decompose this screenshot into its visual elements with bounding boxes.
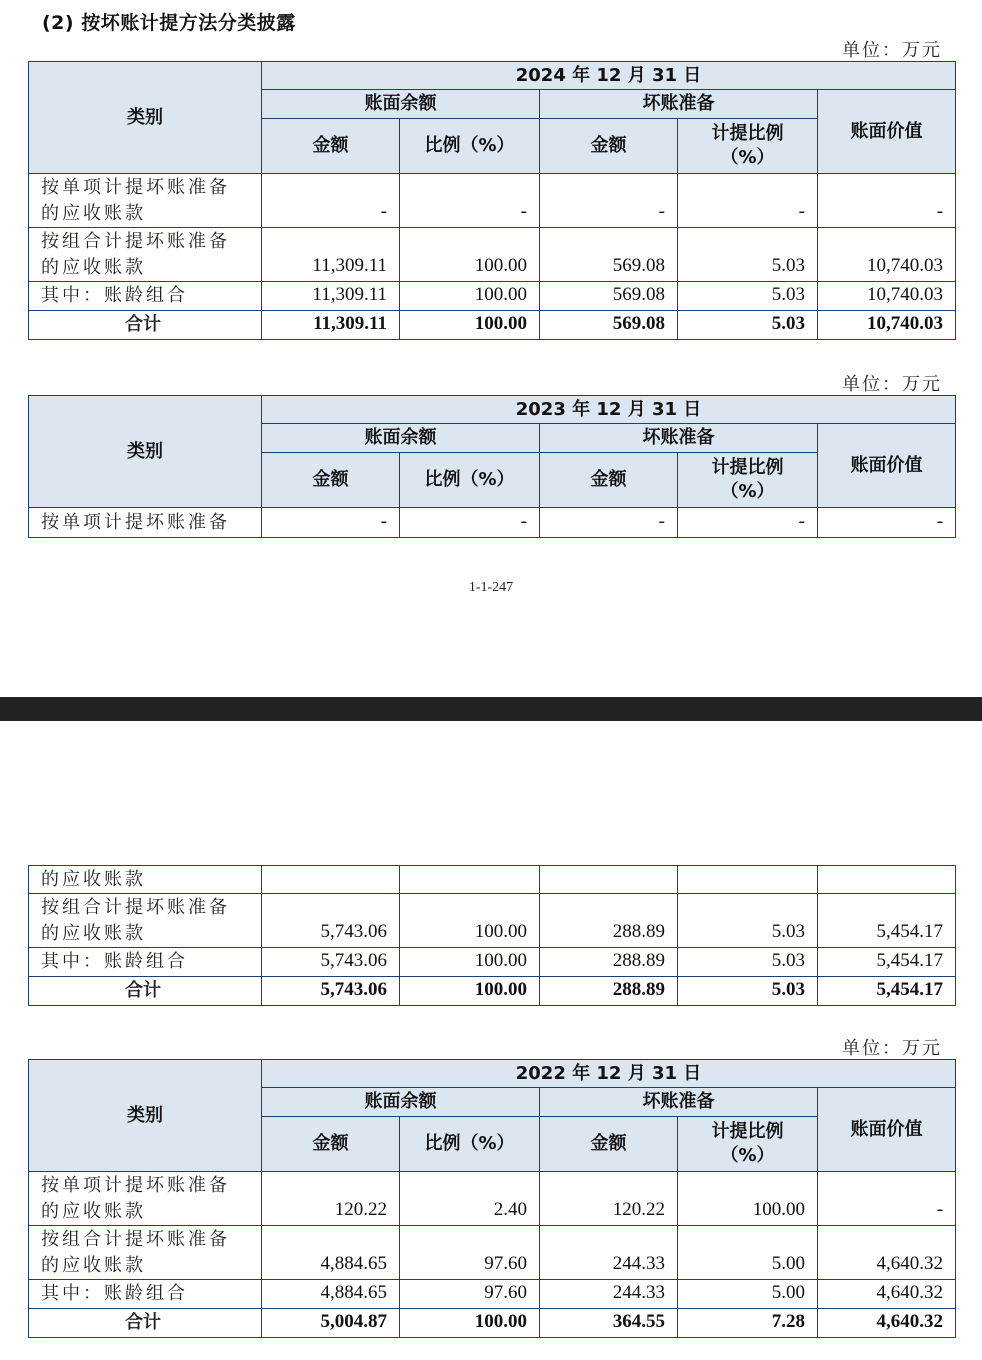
header-date: 2023 年 12 月 31 日 (262, 396, 956, 424)
header-bad-debt-provision: 坏账准备 (540, 424, 818, 453)
cell-amount: - (262, 174, 400, 228)
header-ratio: 比例（%） (400, 119, 540, 174)
cell-amount (262, 866, 400, 894)
header-date: 2022 年 12 月 31 日 (262, 1060, 956, 1088)
header-category: 类别 (29, 396, 262, 508)
table-2023-continued (28, 865, 956, 1006)
header-bad-debt-provision: 坏账准备 (540, 90, 818, 119)
cell-provision-ratio: - (678, 508, 818, 538)
row-category: 按单项计提坏账准备 的应收账款 (29, 174, 262, 228)
page-break-bar (0, 697, 982, 721)
header-amount: 金额 (262, 119, 400, 174)
cell-provision-amount: 244.33 (540, 1280, 678, 1309)
cell-provision-amount: 120.22 (540, 1172, 678, 1226)
row-category: 按单项计提坏账准备 的应收账款 (29, 1172, 262, 1226)
table-row (29, 508, 956, 538)
table-row (29, 866, 956, 894)
cell-book-value: 4,640.32 (818, 1226, 956, 1280)
cell-book-value: 4,640.32 (818, 1309, 956, 1338)
cell-book-value: 10,740.03 (818, 282, 956, 311)
cell-ratio (400, 866, 540, 894)
cell-provision-ratio: 5.00 (678, 1226, 818, 1280)
row-category: 其中：账龄组合 (29, 1280, 262, 1309)
cell-book-value: 5,454.17 (818, 977, 956, 1006)
cell-amount: 5,743.06 (262, 948, 400, 977)
header-provision-amount: 金额 (540, 1117, 678, 1172)
row-category: 其中：账龄组合 (29, 948, 262, 977)
cell-provision-ratio: 5.03 (678, 228, 818, 282)
cell-provision-ratio: 5.03 (678, 948, 818, 977)
header-book-balance: 账面余额 (262, 1088, 540, 1117)
cell-book-value: 4,640.32 (818, 1280, 956, 1309)
cell-provision-amount: 244.33 (540, 1226, 678, 1280)
header-provision-amount: 金额 (540, 119, 678, 174)
cell-ratio: - (400, 508, 540, 538)
cell-provision-amount: - (540, 508, 678, 538)
cell-ratio: 100.00 (400, 282, 540, 311)
table-row (29, 282, 956, 311)
cell-provision-amount: 364.55 (540, 1309, 678, 1338)
header-bad-debt-provision: 坏账准备 (540, 1088, 818, 1117)
total-row (29, 1309, 956, 1338)
cell-provision-amount: 288.89 (540, 977, 678, 1006)
row-category: 按组合计提坏账准备 的应收账款 (29, 894, 262, 948)
cell-amount: 4,884.65 (262, 1226, 400, 1280)
cell-amount: 4,884.65 (262, 1280, 400, 1309)
cell-provision-ratio (678, 866, 818, 894)
unit-label: 单位：万元 (842, 1038, 942, 1059)
header-provision-amount: 金额 (540, 453, 678, 508)
cell-amount: 5,743.06 (262, 977, 400, 1006)
cell-provision-amount (540, 866, 678, 894)
cell-book-value: - (818, 1172, 956, 1226)
cell-book-value: 5,454.17 (818, 948, 956, 977)
cell-ratio: 100.00 (400, 894, 540, 948)
header-ratio: 比例（%） (400, 453, 540, 508)
header-amount: 金额 (262, 1117, 400, 1172)
section-title: (2) 按坏账计提方法分类披露 (42, 12, 296, 34)
table-row (29, 1226, 956, 1280)
total-row (29, 977, 956, 1006)
cell-ratio: - (400, 174, 540, 228)
header-provision-ratio: 计提比例 （%） (678, 1117, 818, 1172)
cell-book-value: 10,740.03 (818, 311, 956, 340)
header-amount: 金额 (262, 453, 400, 508)
cell-provision-ratio: 7.28 (678, 1309, 818, 1338)
header-book-value: 账面价值 (818, 424, 956, 508)
table-2022 (28, 1059, 956, 1338)
page-number: 1-1-247 (468, 580, 514, 595)
header-book-balance: 账面余额 (262, 424, 540, 453)
cell-ratio: 97.60 (400, 1280, 540, 1309)
header-ratio: 比例（%） (400, 1117, 540, 1172)
cell-ratio: 2.40 (400, 1172, 540, 1226)
header-book-balance: 账面余额 (262, 90, 540, 119)
cell-provision-amount: 569.08 (540, 228, 678, 282)
cell-provision-ratio: 5.03 (678, 977, 818, 1006)
cell-provision-amount: 569.08 (540, 282, 678, 311)
header-book-value: 账面价值 (818, 1088, 956, 1172)
cell-ratio: 100.00 (400, 1309, 540, 1338)
cell-provision-amount: 288.89 (540, 894, 678, 948)
unit-label: 单位：万元 (842, 40, 942, 61)
cell-book-value (818, 866, 956, 894)
cell-amount: 11,309.11 (262, 282, 400, 311)
cell-provision-amount: 569.08 (540, 311, 678, 340)
table-row (29, 948, 956, 977)
unit-label: 单位：万元 (842, 374, 942, 395)
cell-book-value: - (818, 508, 956, 538)
cell-amount: 5,743.06 (262, 894, 400, 948)
total-row (29, 311, 956, 340)
row-category: 的应收账款 (29, 866, 262, 894)
table-row (29, 1280, 956, 1309)
header-provision-ratio: 计提比例 （%） (678, 119, 818, 174)
cell-provision-ratio: 5.03 (678, 311, 818, 340)
cell-ratio: 97.60 (400, 1226, 540, 1280)
cell-book-value: - (818, 174, 956, 228)
cell-provision-amount: - (540, 174, 678, 228)
table-row (29, 174, 956, 228)
cell-provision-ratio: 5.03 (678, 894, 818, 948)
cell-provision-ratio: - (678, 174, 818, 228)
cell-provision-amount: 288.89 (540, 948, 678, 977)
header-provision-ratio: 计提比例 （%） (678, 453, 818, 508)
cell-ratio: 100.00 (400, 228, 540, 282)
row-category: 合计 (29, 311, 262, 340)
table-row (29, 228, 956, 282)
cell-book-value: 10,740.03 (818, 228, 956, 282)
row-category: 按组合计提坏账准备 的应收账款 (29, 228, 262, 282)
cell-amount: 11,309.11 (262, 311, 400, 340)
cell-book-value: 5,454.17 (818, 894, 956, 948)
table-2024 (28, 61, 956, 340)
cell-amount: - (262, 508, 400, 538)
cell-ratio: 100.00 (400, 948, 540, 977)
table-2023 (28, 395, 956, 538)
row-category: 其中：账龄组合 (29, 282, 262, 311)
cell-provision-ratio: 100.00 (678, 1172, 818, 1226)
table-row (29, 1172, 956, 1226)
cell-amount: 5,004.87 (262, 1309, 400, 1338)
row-category: 按单项计提坏账准备 (29, 508, 262, 538)
table-row (29, 894, 956, 948)
header-category: 类别 (29, 62, 262, 174)
row-category: 按组合计提坏账准备 的应收账款 (29, 1226, 262, 1280)
row-category: 合计 (29, 977, 262, 1006)
header-date: 2024 年 12 月 31 日 (262, 62, 956, 90)
cell-ratio: 100.00 (400, 977, 540, 1006)
cell-ratio: 100.00 (400, 311, 540, 340)
cell-provision-ratio: 5.03 (678, 282, 818, 311)
row-category: 合计 (29, 1309, 262, 1338)
cell-amount: 120.22 (262, 1172, 400, 1226)
header-category: 类别 (29, 1060, 262, 1172)
cell-amount: 11,309.11 (262, 228, 400, 282)
cell-provision-ratio: 5.00 (678, 1280, 818, 1309)
header-book-value: 账面价值 (818, 90, 956, 174)
